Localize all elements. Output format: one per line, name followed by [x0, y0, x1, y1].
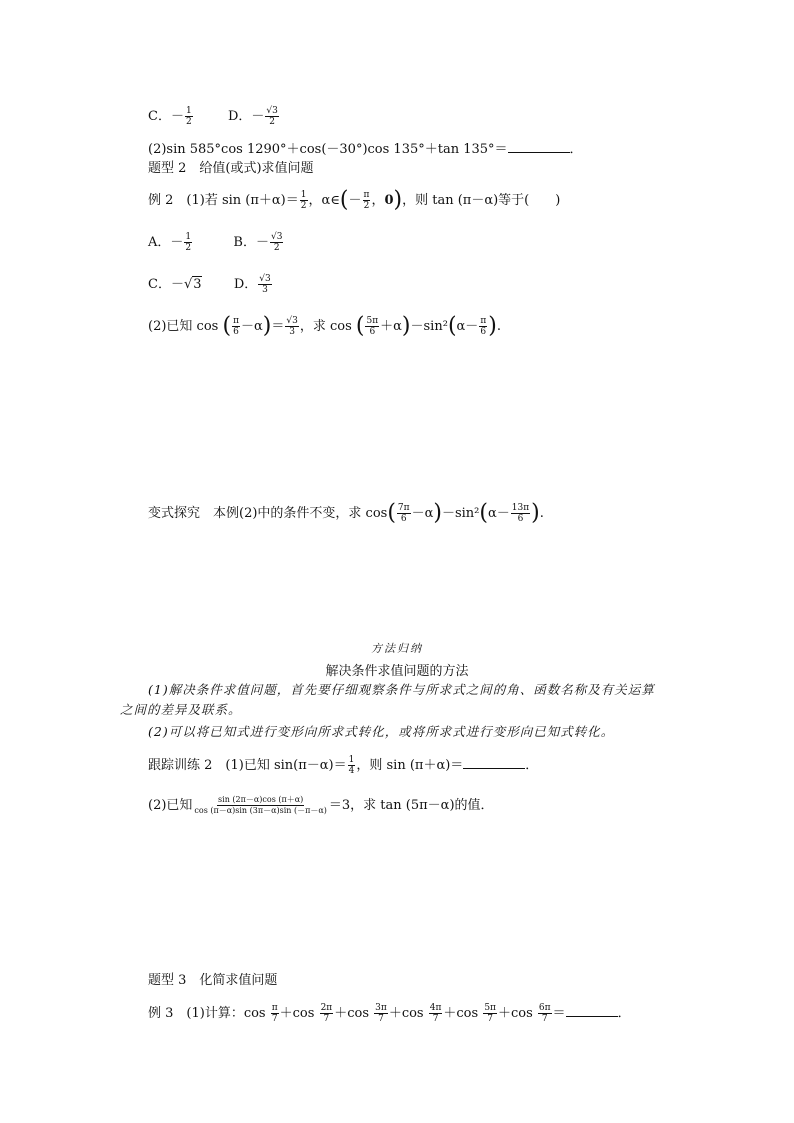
cos-term-fraction: $\frac{6\pi}{7}$ [538, 1003, 551, 1024]
q1-options [148, 106, 280, 127]
cos-term-fraction: $\frac{5\pi}{7}$ [484, 1003, 496, 1024]
example2-part1: 例 2 (1)若 sin (π＋α)＝ $\frac{1}{2}$ ，α∈(－ $\frac{\pi}{2}$ ，0)，则 tan (π－α)等于( ) [148, 187, 561, 213]
plus-cos-text: ＋cos [497, 1006, 537, 1021]
q1-option-c-fraction: $\frac{1}{2}$ [185, 106, 192, 127]
type2-title: 题型 2 给值(或式)求值问题 [148, 161, 314, 176]
example2-options-ab: A．－ $\frac{1}{2}$ B．－ $\frac{√3}{2}$ [148, 232, 283, 253]
variant-question: 变式探究 本例(2)中的条件不变，求 cos( $\frac{7\pi}{6}$ －α)－sin²(α－ $\frac{13\pi}{6}$ ). [148, 500, 544, 526]
answer-blank[interactable] [508, 140, 570, 153]
type3-title: 题型 3 化简求值问题 [148, 973, 278, 988]
cos-term-fraction: $\frac{2\pi}{7}$ [320, 1003, 333, 1024]
track2-part2: (2)已知 $\frac{\sin (2\pi-\alpha)\cos (\pi+\alpha)}{\cos (\pi-\alpha)\sin (3\pi-\alpha)\sin (-\pi-\alpha)}$ ＝3，求 tan (5π－α)的值． [148, 795, 494, 815]
q1-option-d-fraction: $\frac{√3}{2}$ [266, 106, 278, 127]
plus-cos-text: ＋cos [388, 1006, 428, 1021]
example3-part1: 例 3 (1)计算：cos $\frac{\pi}{7}$ ＋cos $\frac{2\pi}{7}$ ＋cos $\frac{3\pi}{7}$ ＋cos $\frac{4\pi}{7}$ ＋cos $\frac{5\pi}{7}$ ＋cos $\frac{6\pi}{7}$ ＝ ． [148, 1003, 631, 1024]
method-title: 解决条件求值问题的方法 [325, 664, 469, 679]
method-point1-line1: (1)解决条件求值问题，首先要仔细观察条件与所求式之间的角、函数名称及有关运算 [148, 682, 655, 697]
method-label: 方法归纳 [371, 642, 423, 655]
q1-option-c: C．－ [148, 109, 184, 124]
answer-blank[interactable] [463, 756, 525, 769]
track2-part1: 跟踪训练 2 (1)已知 sin(π－α)＝ $\frac{1}{4}$ ，则 sin (π＋α)＝ ． [148, 755, 539, 776]
example2-options-cd: C．－√3 D． $\frac{√3}{3}$ [148, 274, 271, 295]
plus-cos-text: ＋cos [334, 1006, 374, 1021]
method-point2: (2)可以将已知式进行变形向所求式转化，或将所求式进行变形向已知式转化。 [148, 724, 615, 739]
method-point1-line2: 之间的差异及联系。 [120, 702, 242, 717]
cos-term-fraction: $\frac{4\pi}{7}$ [429, 1003, 442, 1024]
example2-part2: (2)已知 cos ( $\frac{\pi}{6}$ －α)＝ $\frac{√3}{3}$ ，求 cos ( $\frac{5\pi}{6}$ ＋α)－sin²(α－ $\frac{\pi}{6}$ ). [148, 313, 501, 339]
cos-term-fraction: $\frac{3\pi}{7}$ [375, 1003, 387, 1024]
cos-term-fraction: $\frac{\pi}{7}$ [271, 1003, 278, 1024]
plus-cos-text: ＋cos [443, 1006, 483, 1021]
answer-blank[interactable] [566, 1004, 618, 1017]
q1-part2: (2)sin 585°cos 1290°＋cos(－30°)cos 135°＋tan 135°＝ ． [148, 142, 583, 157]
plus-cos-text: ＋cos [279, 1006, 319, 1021]
q1-option-d: D．－ [227, 109, 265, 124]
